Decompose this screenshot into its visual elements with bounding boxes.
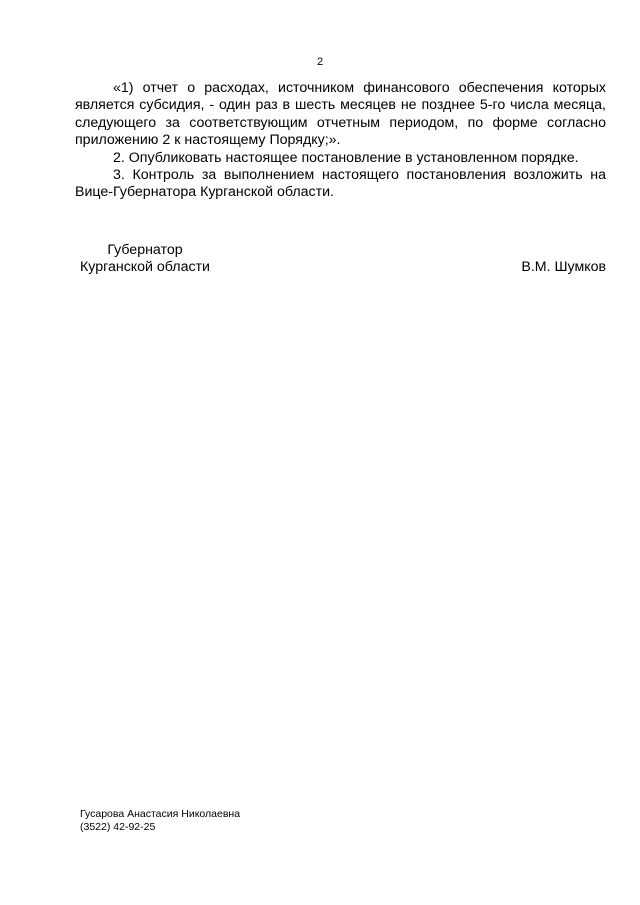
paragraph-control: 3. Контроль за выполнением настоящего постановления возложить на Вице-Губернатора Курганской области. (75, 167, 606, 201)
paragraph-amendment: «1) отчет о расходах, источником финансового обеспечения которых является субсидия, - один раз в шесть месяцев не позднее 5-го числа месяца, следующего за соответствующим отчетным периодом, по форме согласно приложению 2 к настоящему Порядку;». (75, 80, 606, 149)
executor-phone: (3522) 42-92-25 (80, 821, 156, 833)
signatory-title-line1: Губернатор (107, 242, 183, 258)
signatory-title (75, 242, 215, 277)
page-number: 2 (316, 56, 324, 68)
document-body (75, 80, 606, 202)
executor-info (80, 808, 240, 834)
signatory-name: В.М. Шумков (521, 259, 606, 276)
paragraph-publish: 2. Опубликовать настоящее постановление в установленном порядке. (113, 149, 579, 166)
signatory-title-line2: Курганской области (80, 259, 210, 276)
executor-name: Гусарова Анастасия Николаевна (80, 808, 241, 820)
